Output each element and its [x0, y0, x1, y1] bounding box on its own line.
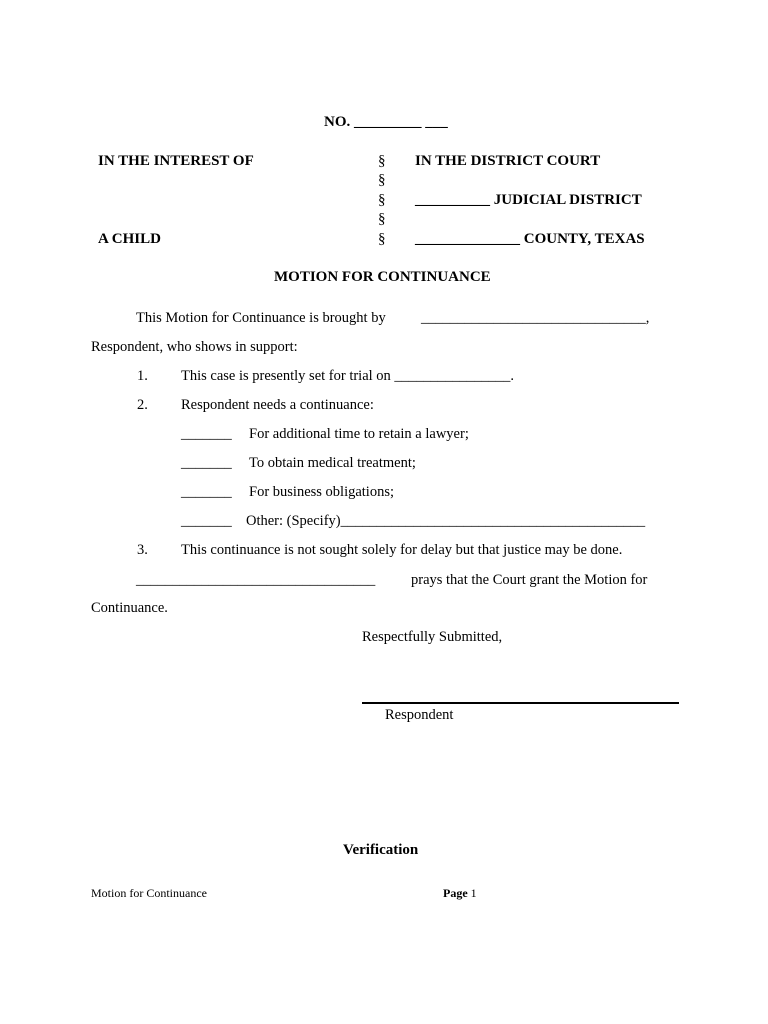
county-texas: ______________ COUNTY, TEXAS [415, 231, 645, 247]
signature-line [362, 702, 679, 704]
item-text: This continuance is not sought solely for delay but that justice may be done. [181, 542, 623, 558]
signature-label: Respondent [385, 707, 454, 723]
prays-end: Continuance. [91, 600, 168, 616]
prays-text: prays that the Court grant the Motion for [411, 572, 648, 588]
option-text: To obtain medical treatment; [249, 455, 416, 471]
item-text: This case is presently set for trial on ________________. [181, 368, 515, 384]
option-text: For business obligations; [249, 484, 395, 500]
item-number: 2. [137, 397, 148, 413]
intro-text-line2: Respondent, who shows in support: [91, 339, 298, 355]
item-number: 3. [137, 542, 148, 558]
section-mark: § [378, 211, 386, 227]
section-mark: § [378, 172, 386, 188]
document-title: MOTION FOR CONTINUANCE [274, 269, 491, 285]
option-text: Other: (Specify)__________________________________________ [246, 513, 646, 529]
verification-heading: Verification [343, 842, 419, 858]
footer-page-label: Page [443, 886, 468, 900]
intro-blank: _______________________________, [421, 310, 650, 326]
section-mark: § [378, 153, 386, 169]
closing: Respectfully Submitted, [362, 629, 503, 645]
footer-title: Motion for Continuance [91, 886, 207, 900]
intro-text: This Motion for Continuance is brought by [136, 310, 386, 326]
prays-blank: _________________________________ [136, 572, 376, 588]
option-blank: _______ [181, 455, 232, 471]
section-mark: § [378, 231, 386, 247]
judicial-district: __________ JUDICIAL DISTRICT [415, 192, 642, 208]
caption-left-top: IN THE INTEREST OF [98, 153, 254, 169]
section-mark: § [378, 192, 386, 208]
option-text: For additional time to retain a lawyer; [249, 426, 469, 442]
option-blank: _______ [181, 484, 232, 500]
item-text: Respondent needs a continuance: [181, 397, 374, 413]
footer-page [443, 886, 477, 901]
option-blank: _______ [181, 426, 232, 442]
option-blank: _______ [181, 513, 232, 529]
item-number: 1. [137, 368, 148, 384]
court-name: IN THE DISTRICT COURT [415, 153, 601, 169]
case-number: NO. _________ ___ [324, 114, 448, 130]
caption-left-bottom: A CHILD [98, 231, 161, 247]
footer-page-number: 1 [470, 886, 477, 900]
